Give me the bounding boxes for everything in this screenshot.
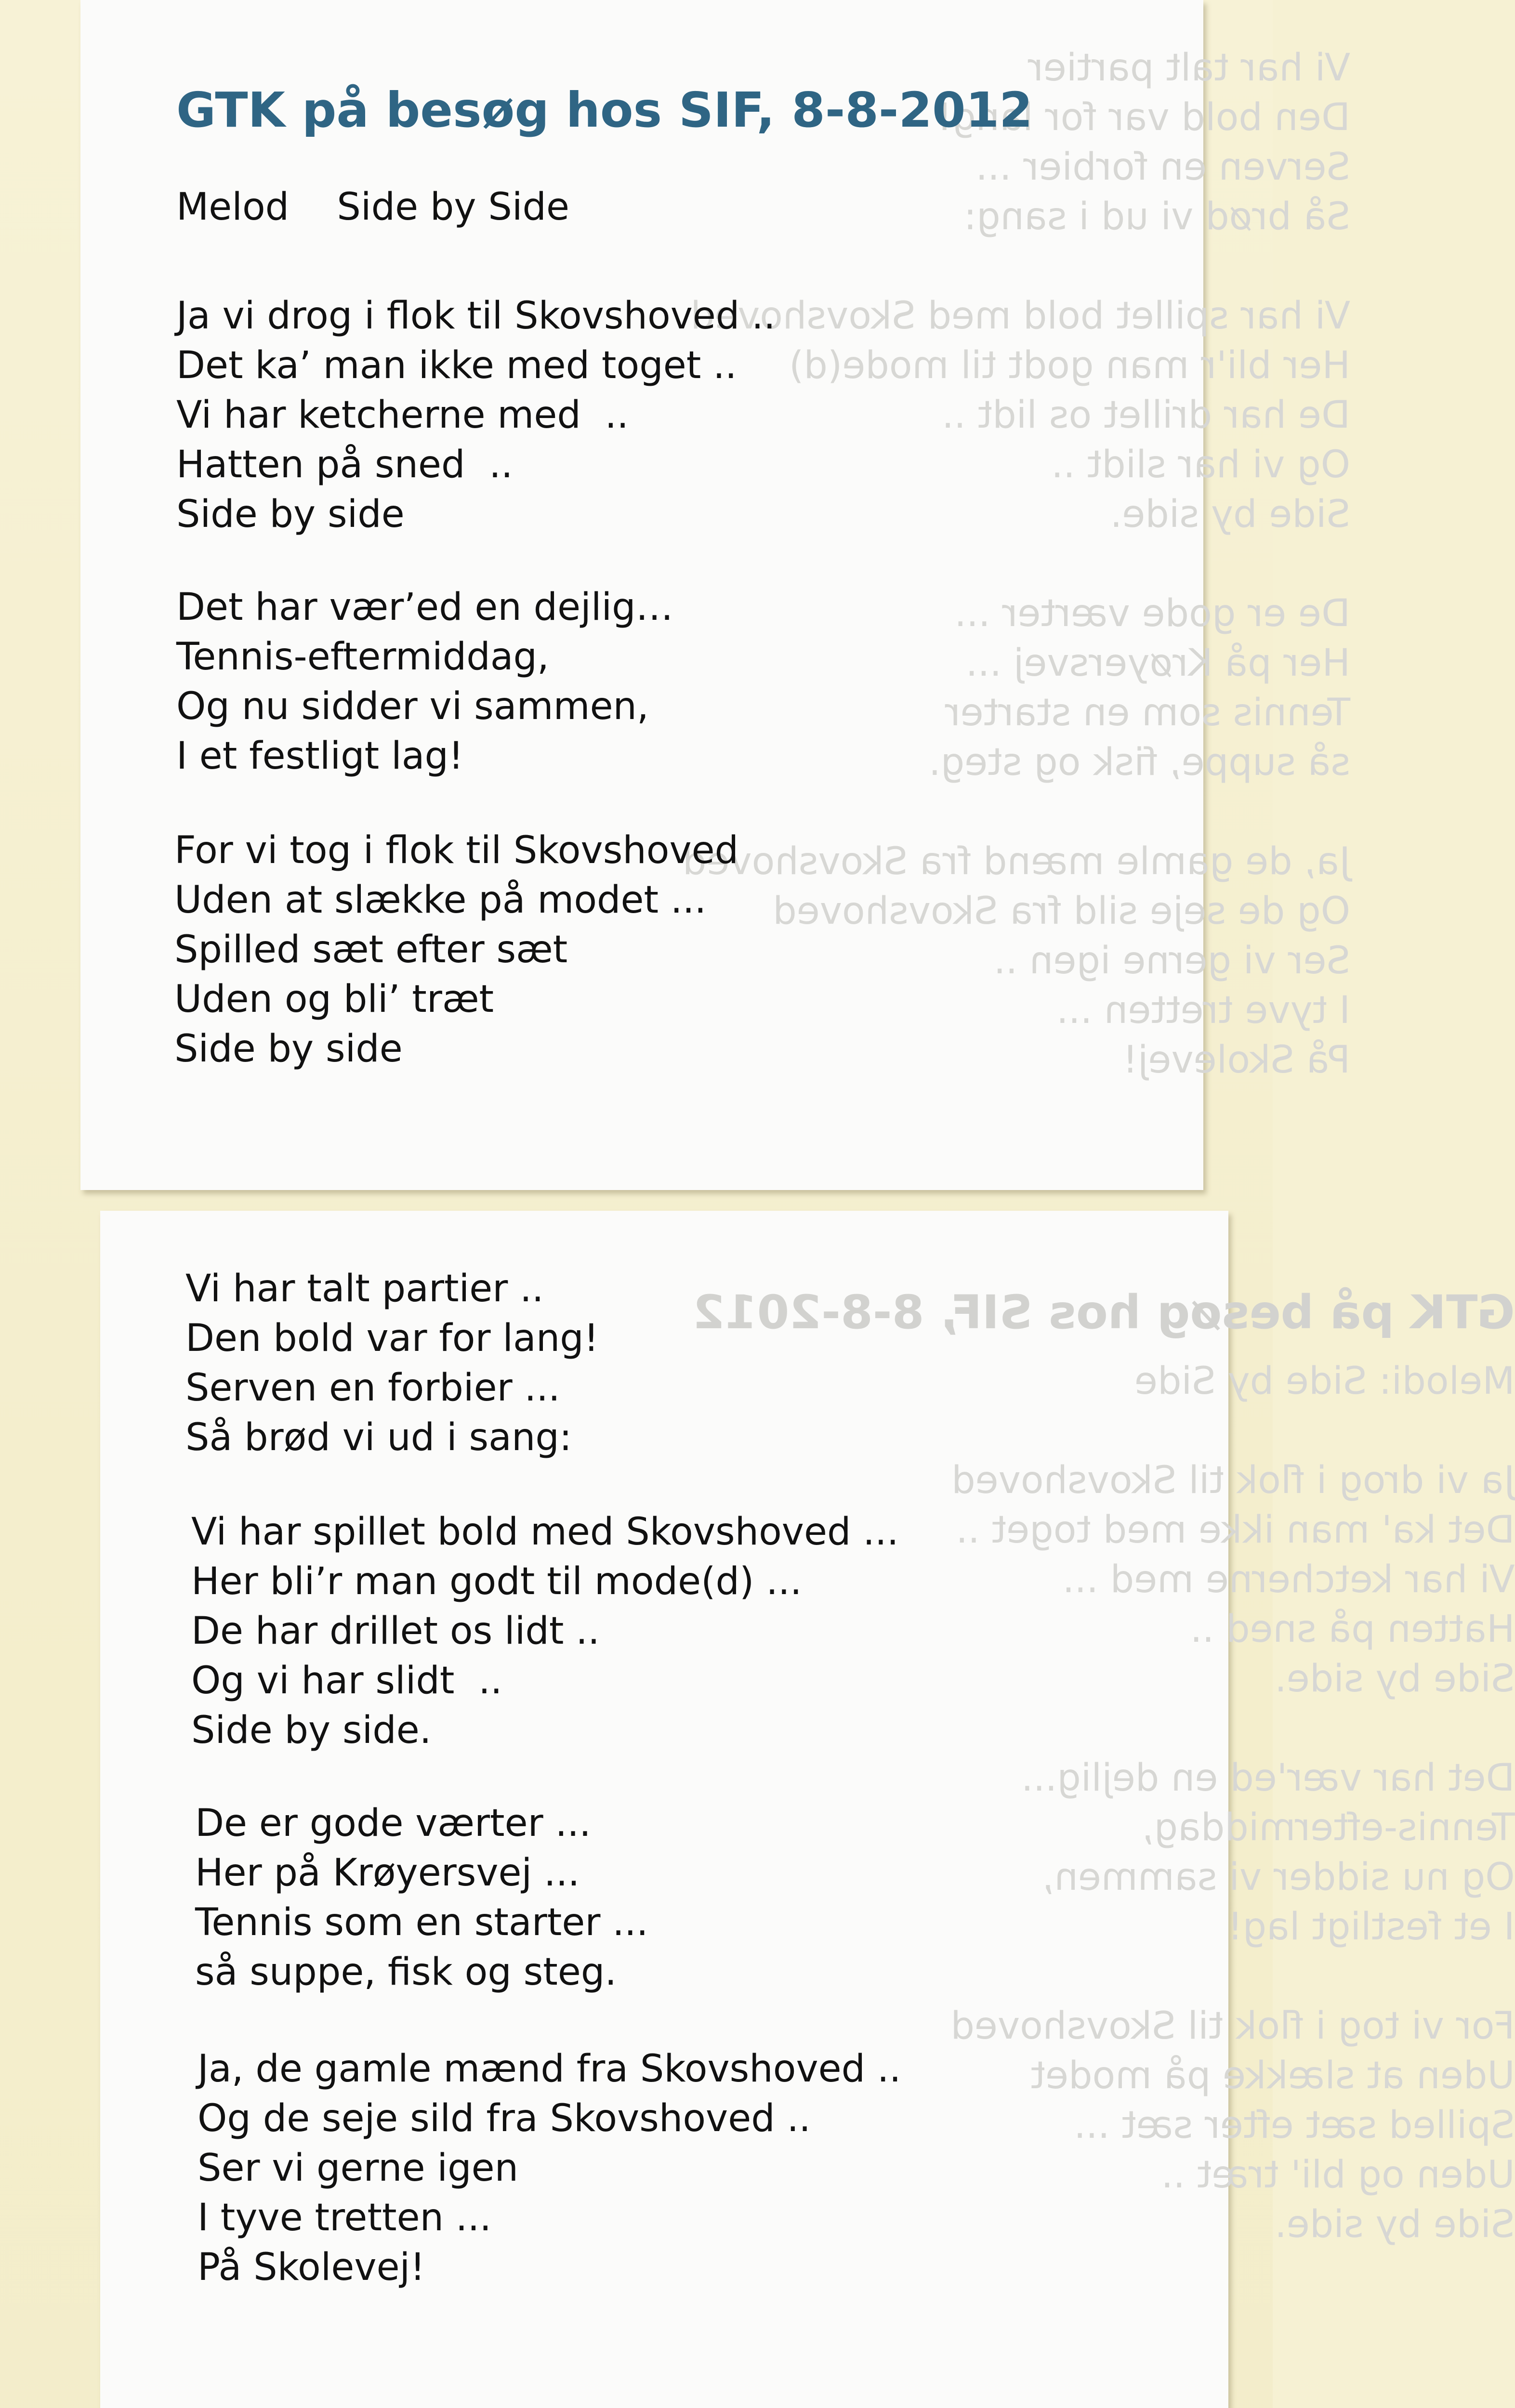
lyric-line: Vi har spillet bold med Skovshoved ... xyxy=(191,1510,899,1554)
lyric-line: De er gode værter ... xyxy=(195,1802,591,1845)
lyric-line: Tennis som en starter ... xyxy=(195,1901,648,1944)
verse xyxy=(198,2044,901,2292)
show-through-text: Vi har talt partier Den bold var for lang! Serven en forbier ... Så brød vi ud i sang: Vi har spillet bold med Skovshoved Her bli'r man godt til mode(d) De har drillet os lidt .. Og vi har slidt .. Side by side. De er gode værter ... Her på Krøyersvej ... Tennis som en starter så suppe, fisk og steg. Ja, de gamle mænd fra Skovshoved Og de seje sild fra Skovshoved Ser vi gerne igen .. I tyve tretten ... På Skolevej! xyxy=(683,46,1351,1082)
lyric-line: Ja, de gamle mænd fra Skovshoved .. xyxy=(198,2047,901,2091)
lyric-line: Det har vær’ed en dejlig… xyxy=(176,586,673,629)
verse xyxy=(191,1507,899,1755)
lyric-line: Spilled sæt efter sæt xyxy=(174,928,568,971)
lyric-line: Uden at slække på modet ... xyxy=(174,878,707,922)
lyric-line: Side by side xyxy=(174,1027,403,1071)
lyric-line: På Skolevej! xyxy=(198,2246,425,2289)
lyric-line: Og de seje sild fra Skovshoved .. xyxy=(198,2097,811,2140)
lyric-line: Vi har ketcherne med .. xyxy=(176,393,629,437)
lyric-line: Så brød vi ud i sang: xyxy=(185,1416,572,1459)
melody-value: Side by Side xyxy=(337,185,570,229)
lyric-line: Side by side xyxy=(176,493,405,536)
lyric-line: Hatten på sned .. xyxy=(176,443,513,486)
verse xyxy=(176,291,776,539)
verse xyxy=(174,826,738,1074)
lyric-line: Ja vi drog i flok til Skovshoved .. xyxy=(176,294,776,338)
lyric-line: Og nu sidder vi sammen, xyxy=(176,685,649,728)
verse xyxy=(185,1264,599,1463)
verse xyxy=(176,583,673,781)
lyric-line: Side by side. xyxy=(191,1709,432,1752)
lyric-line: Serven en forbier ... xyxy=(185,1366,560,1410)
lyric-line: I et festligt lag! xyxy=(176,734,464,778)
verse xyxy=(195,1799,648,1997)
lyric-line: Uden og bli’ træt xyxy=(174,978,494,1021)
lyric-line: Tennis-eftermiddag, xyxy=(176,635,549,679)
melody-label: Melod xyxy=(176,185,290,229)
lyric-line: De har drillet os lidt .. xyxy=(191,1610,600,1653)
lyric-line: Den bold var for lang! xyxy=(185,1317,599,1360)
lyric-line: så suppe, fisk og steg. xyxy=(195,1950,617,1994)
lyric-line: Ser vi gerne igen xyxy=(198,2146,519,2190)
lyric-line: Det ka’ man ikke med toget .. xyxy=(176,344,737,387)
song-title: GTK på besøg hos SIF, 8-8-2012 xyxy=(176,82,1033,138)
lyric-line: Her bli’r man godt til mode(d) ... xyxy=(191,1560,802,1603)
lyric-line: Og vi har slidt .. xyxy=(191,1659,502,1702)
lyric-line: Her på Krøyersvej ... xyxy=(195,1851,580,1895)
show-through-text: GTK på besøg hos SIF, 8-8-2012 Melodi: Side by Side Ja vi drog i flok til Skovshoved Det ka' man ikke med toget .. Vi har ketcherne med ... Hatten på sned .. Side by side. Det har vær'ed en dejlig... Tennis-eftermiddag, Og nu sidder vi sammen, I et festligt lag! For vi tog i flok til Skovshoved Uden at slække på modet Spilled sæt efter sæt ... Uden og bli' træt .. Side by side. xyxy=(693,1285,1515,2246)
melody-line xyxy=(176,185,569,229)
lyric-line: Vi har talt partier .. xyxy=(185,1267,544,1310)
lyric-line: I tyve tretten ... xyxy=(198,2196,492,2239)
lyric-line: For vi tog i flok til Skovshoved xyxy=(174,829,739,872)
